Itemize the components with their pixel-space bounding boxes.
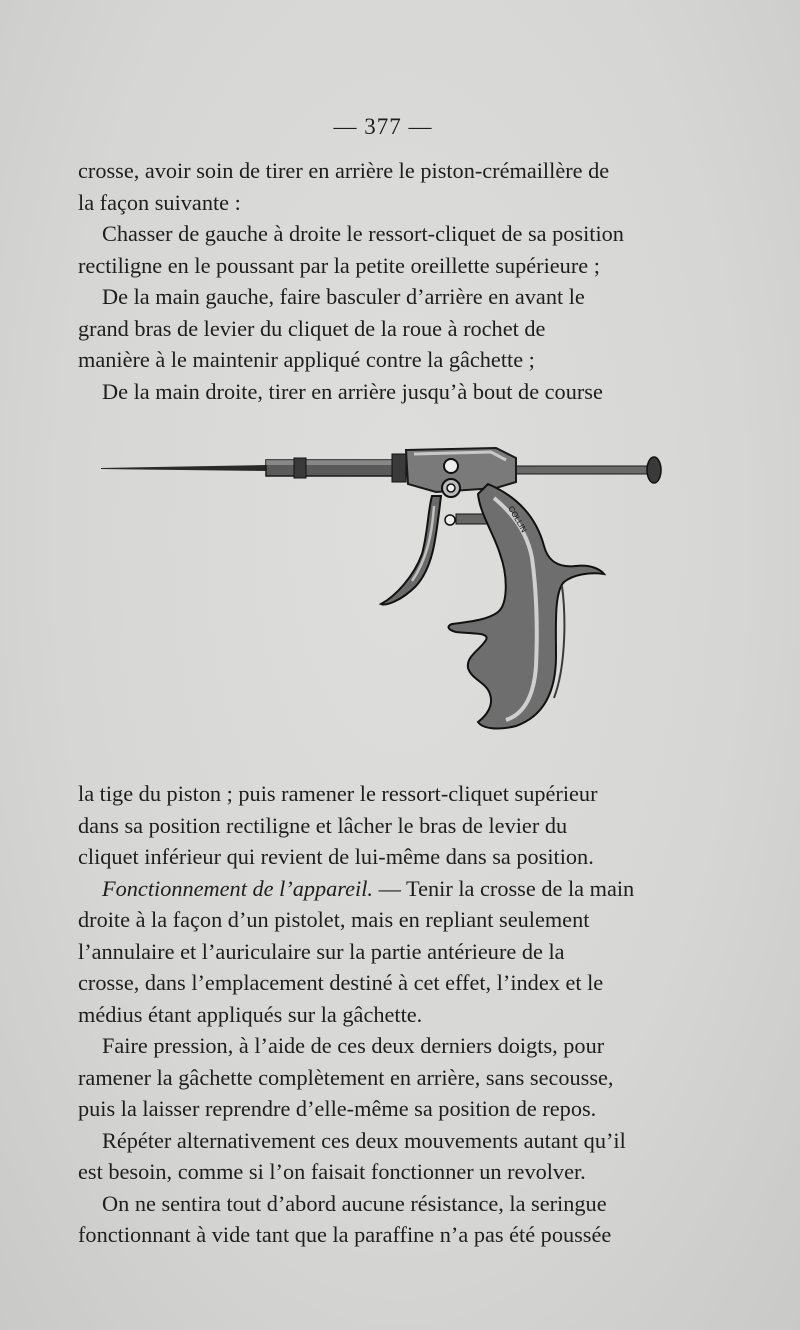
- text-line: la tige du piston ; puis ramener le ressort-cliquet supérieur: [78, 781, 598, 806]
- text-line: Fonctionnement de l’appareil. — Tenir la crosse de la main: [102, 875, 635, 901]
- screw-head: [444, 459, 458, 473]
- text-line: Répéter alternativement ces deux mouvements autant qu’il: [102, 1127, 626, 1153]
- text-line: puis la laisser reprendre d’elle-même sa position de repos.: [78, 1096, 597, 1121]
- text-line: crosse, dans l’emplacement destiné à cet effet, l’index et le: [78, 970, 604, 995]
- engraved-maker-label: COLLIN: [506, 504, 529, 535]
- syringe-needle: [101, 465, 266, 471]
- text-block-bottom: [78, 778, 694, 1251]
- text-line: cliquet inférieur qui revient de lui-même dans sa position.: [78, 844, 594, 869]
- trigger: [381, 496, 441, 604]
- text-line: manière à le maintenir appliqué contre la gâchette ;: [78, 347, 535, 372]
- text-line: On ne sentira tout d’abord aucune résistance, la seringue: [102, 1190, 607, 1216]
- text-line: Chasser de gauche à droite le ressort-cliquet de sa position: [102, 221, 624, 246]
- text-line: l’annulaire et l’auriculaire sur la partie antérieure de la: [78, 938, 565, 964]
- text-line: De la main droite, tirer en arrière jusqu’à bout de course: [102, 378, 603, 404]
- text-line: dans sa position rectiligne et lâcher le bras de levier du: [78, 812, 568, 838]
- section-title: Fonctionnement de l’appareil.: [102, 875, 374, 901]
- page-number: — 377 —: [333, 114, 433, 139]
- piston-knob: [647, 457, 661, 483]
- text-line: ramener la gâchette complètement en arrière, sans secousse,: [78, 1064, 614, 1090]
- text-line: médius étant appliqués sur la gâchette.: [78, 1001, 423, 1027]
- text-line: grand bras de levier du cliquet de la roue à rochet de: [78, 315, 546, 341]
- text-line: droite à la façon d’un pistolet, mais en repliant seulement: [78, 907, 590, 932]
- text-block-top: [78, 155, 694, 407]
- text-line: la façon suivante :: [78, 189, 241, 215]
- paraffin-syringe-illustration: [96, 436, 676, 736]
- text-line: crosse, avoir soin de tirer en arrière le piston-crémaillère de: [78, 158, 610, 183]
- piston-rod: [508, 466, 648, 474]
- text-line: Faire pression, à l’aide de ces deux derniers doigts, pour: [102, 1033, 605, 1058]
- text-line: fonctionnant à vide tant que la paraffine n’a pas été poussée: [78, 1222, 612, 1247]
- text-line: est besoin, comme si l’on faisait fonctionner un revolver.: [78, 1159, 586, 1184]
- text-line: De la main gauche, faire basculer d’arrière en avant le: [102, 284, 585, 309]
- text-line: rectiligne en le poussant par la petite oreillette supérieure ;: [78, 252, 600, 278]
